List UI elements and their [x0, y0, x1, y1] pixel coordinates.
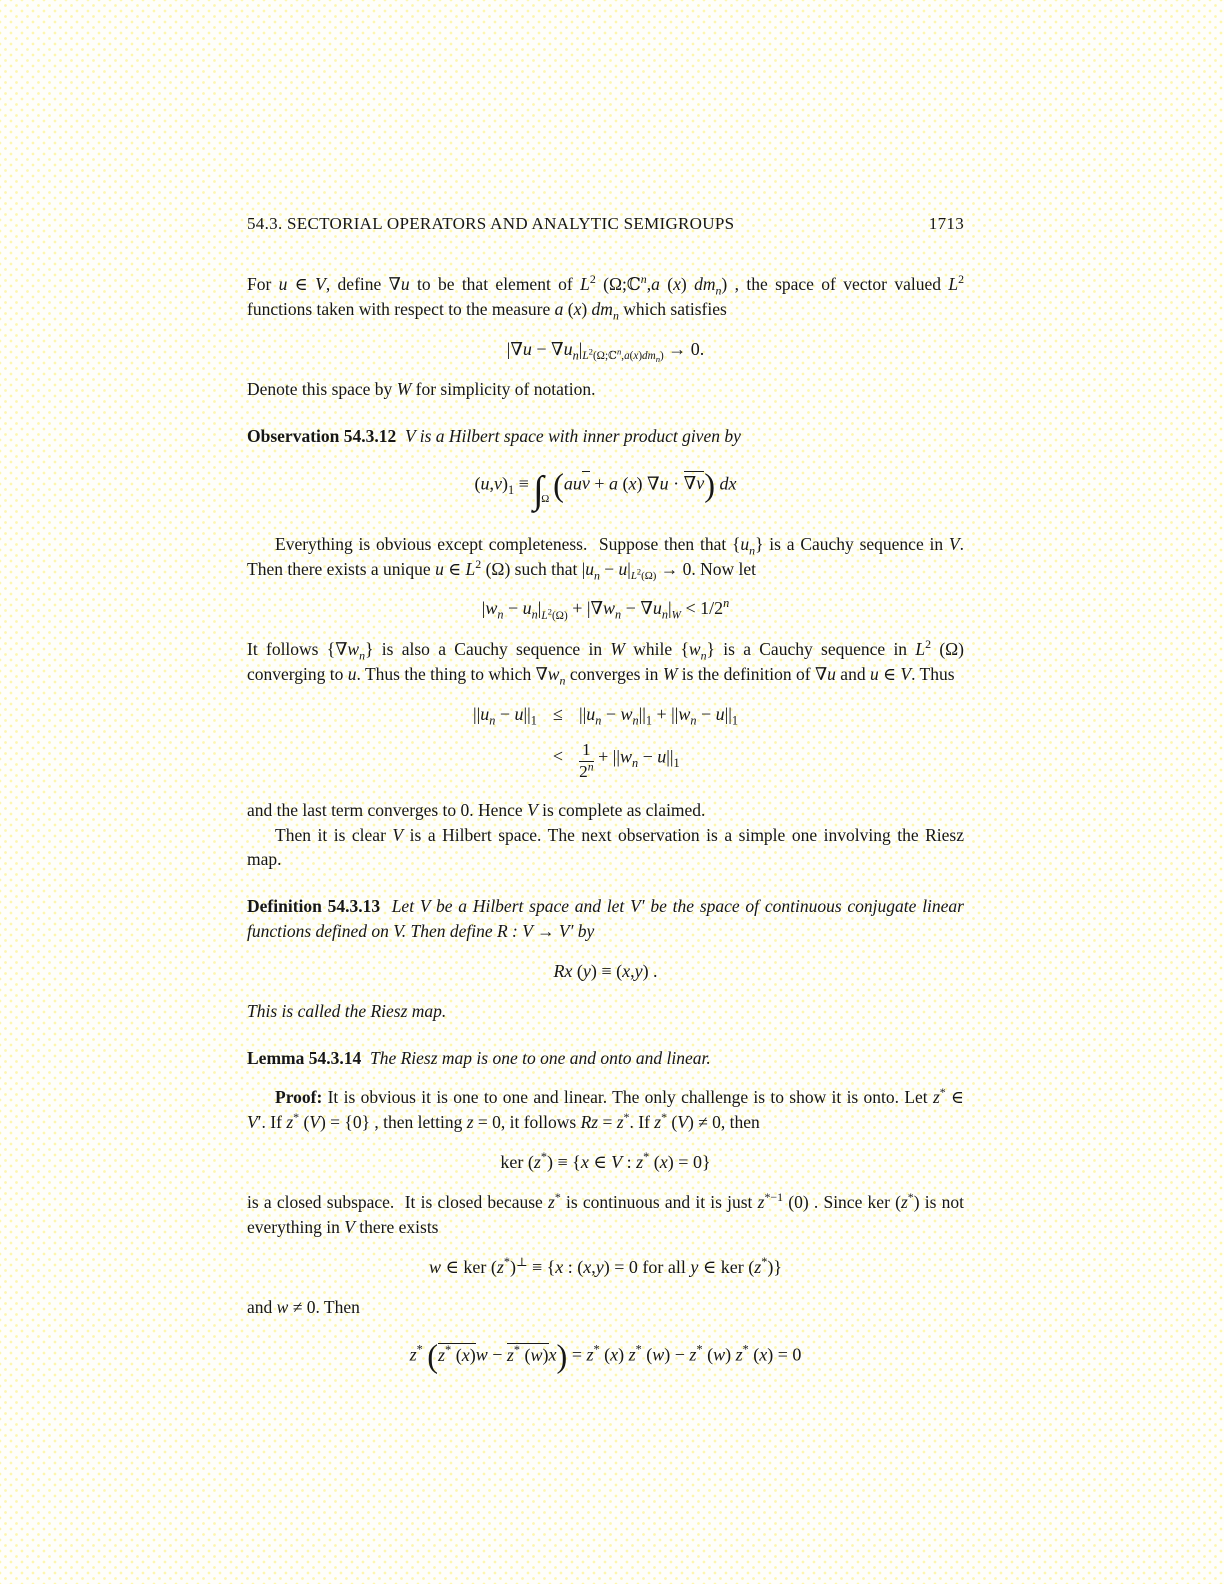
paragraph-denote-space-w: Denote this space by W for simplicity of notation. — [247, 379, 596, 400]
page-content — [247, 0, 964, 1394]
aligned-row2-relation: < — [552, 746, 563, 767]
aligned-row1-right: $||u_n - w_n||_1 + ||w_n - u||_1$ — [579, 703, 738, 728]
aligned-equations — [473, 703, 738, 782]
paragraph-last-term: and the last term converges to 0. Hence V is complete as claimed. — [247, 799, 706, 820]
equation-orthogonal-complement: w ∈ ker (z*)⊥ ≡ {x : (x,y) = 0 for all y ∈ ker (z*)} — [429, 1254, 782, 1277]
paragraph-hilbert-riesz: Then it is clear V is a Hilbert space. The next observation is a simple one involving the Riesz map. — [247, 824, 964, 870]
paragraph-proof: Proof: It is obvious it is one to one and linear. The only challenge is to show it is onto. Let z* ∈ V′. If z* (V) = {0} , then letting z = 0, it follows Rz = z*. If z* (V) ≠ 0, then — [247, 1085, 964, 1132]
aligned-row1-relation: ≤ — [552, 703, 563, 724]
paragraph-define-gradient: For u ∈ V, define ∇u to be that element of $L^2$ (Ω;ℂ$^n$,a (x) $dm_n$) , the space of vector valued $L^2$ functions taken with respect to the measure a (x) $dm_n$ which satisfies — [247, 272, 965, 323]
equation-gradient-limit: $|\nabla u - \nabla u_n|_{L^2(\Omega;ℂ^n,a(x)dm_n)} \to 0$. — [506, 338, 705, 365]
equation-conjugate-identity: z* (z* (x)w − z* (w)x) = z* (x) z* (w) − z* (w) z* (x) = 0 — [409, 1339, 802, 1376]
paragraph-closed-subspace: is a closed subspace. It is closed because z* is continuous and it is just $z^{*-1}$ (0) . Since ker (z*) is not everything in V there exists — [247, 1190, 964, 1237]
lemma-54-3-14: Lemma 54.3.14 The Riesz map is one to one and onto and linear. — [247, 1048, 711, 1069]
observation-54-3-12: Observation 54.3.12 V is a Hilbert space with inner product given by — [247, 425, 741, 446]
section-title: 54.3. SECTORIAL OPERATORS AND ANALYTIC SEMIGROUPS — [247, 214, 735, 233]
paragraph-w-nonzero: and w ≠ 0. Then — [247, 1297, 360, 1318]
aligned-row2-right: $\frac{1}{2^n}$ + $||w_n - u||_1$ — [579, 739, 680, 782]
page-number: 1713 — [928, 214, 964, 233]
equation-inner-product: $(u,v)_1 \equiv \int_\Omega$ (auv + a (x) ∇u · ∇v) dx — [474, 467, 737, 512]
aligned-row1-left: $||u_n - u||_1$ — [473, 703, 537, 728]
paragraph-it-follows: It follows $\{\nabla w_n\}$ is also a Cauchy sequence in W while $\{w_n\}$ is a Cauchy sequence in $L^2$ (Ω) converging to u. Thus the thing to which $\nabla w_n$ converges in W is the definition of ∇u and u ∈ V. Thus — [247, 637, 965, 688]
definition-54-3-13: Definition 54.3.13 Let V be a Hilbert space and let V′ be the space of continuous conjugate linear functions defined on V. Then define R : V → V′ by — [247, 896, 964, 942]
paragraph-completeness: Everything is obvious except completeness. Suppose then that $\{u_n\}$ is a Cauchy sequence in V. Then there exists a unique u ∈ $L^2$ (Ω) such that $|u_n - u|_{L^2(\Omega)} \to 0$. Now let — [247, 533, 964, 583]
equation-cauchy-bound: $|w_n - u_n|_{L^2(\Omega)} + |\nabla w_n - \nabla u_n|_W < 1/2^n$ — [481, 596, 730, 623]
equation-triangle-inequality — [247, 703, 964, 782]
paragraph-called-riesz-map: This is called the Riesz map. — [247, 1001, 447, 1022]
equation-kernel-definition: ker (z*) ≡ {x ∈ V : z* (x) = 0} — [500, 1149, 711, 1172]
equation-riesz-map: Rx (y) ≡ (x,y) . — [553, 960, 658, 981]
page-header — [247, 214, 964, 234]
